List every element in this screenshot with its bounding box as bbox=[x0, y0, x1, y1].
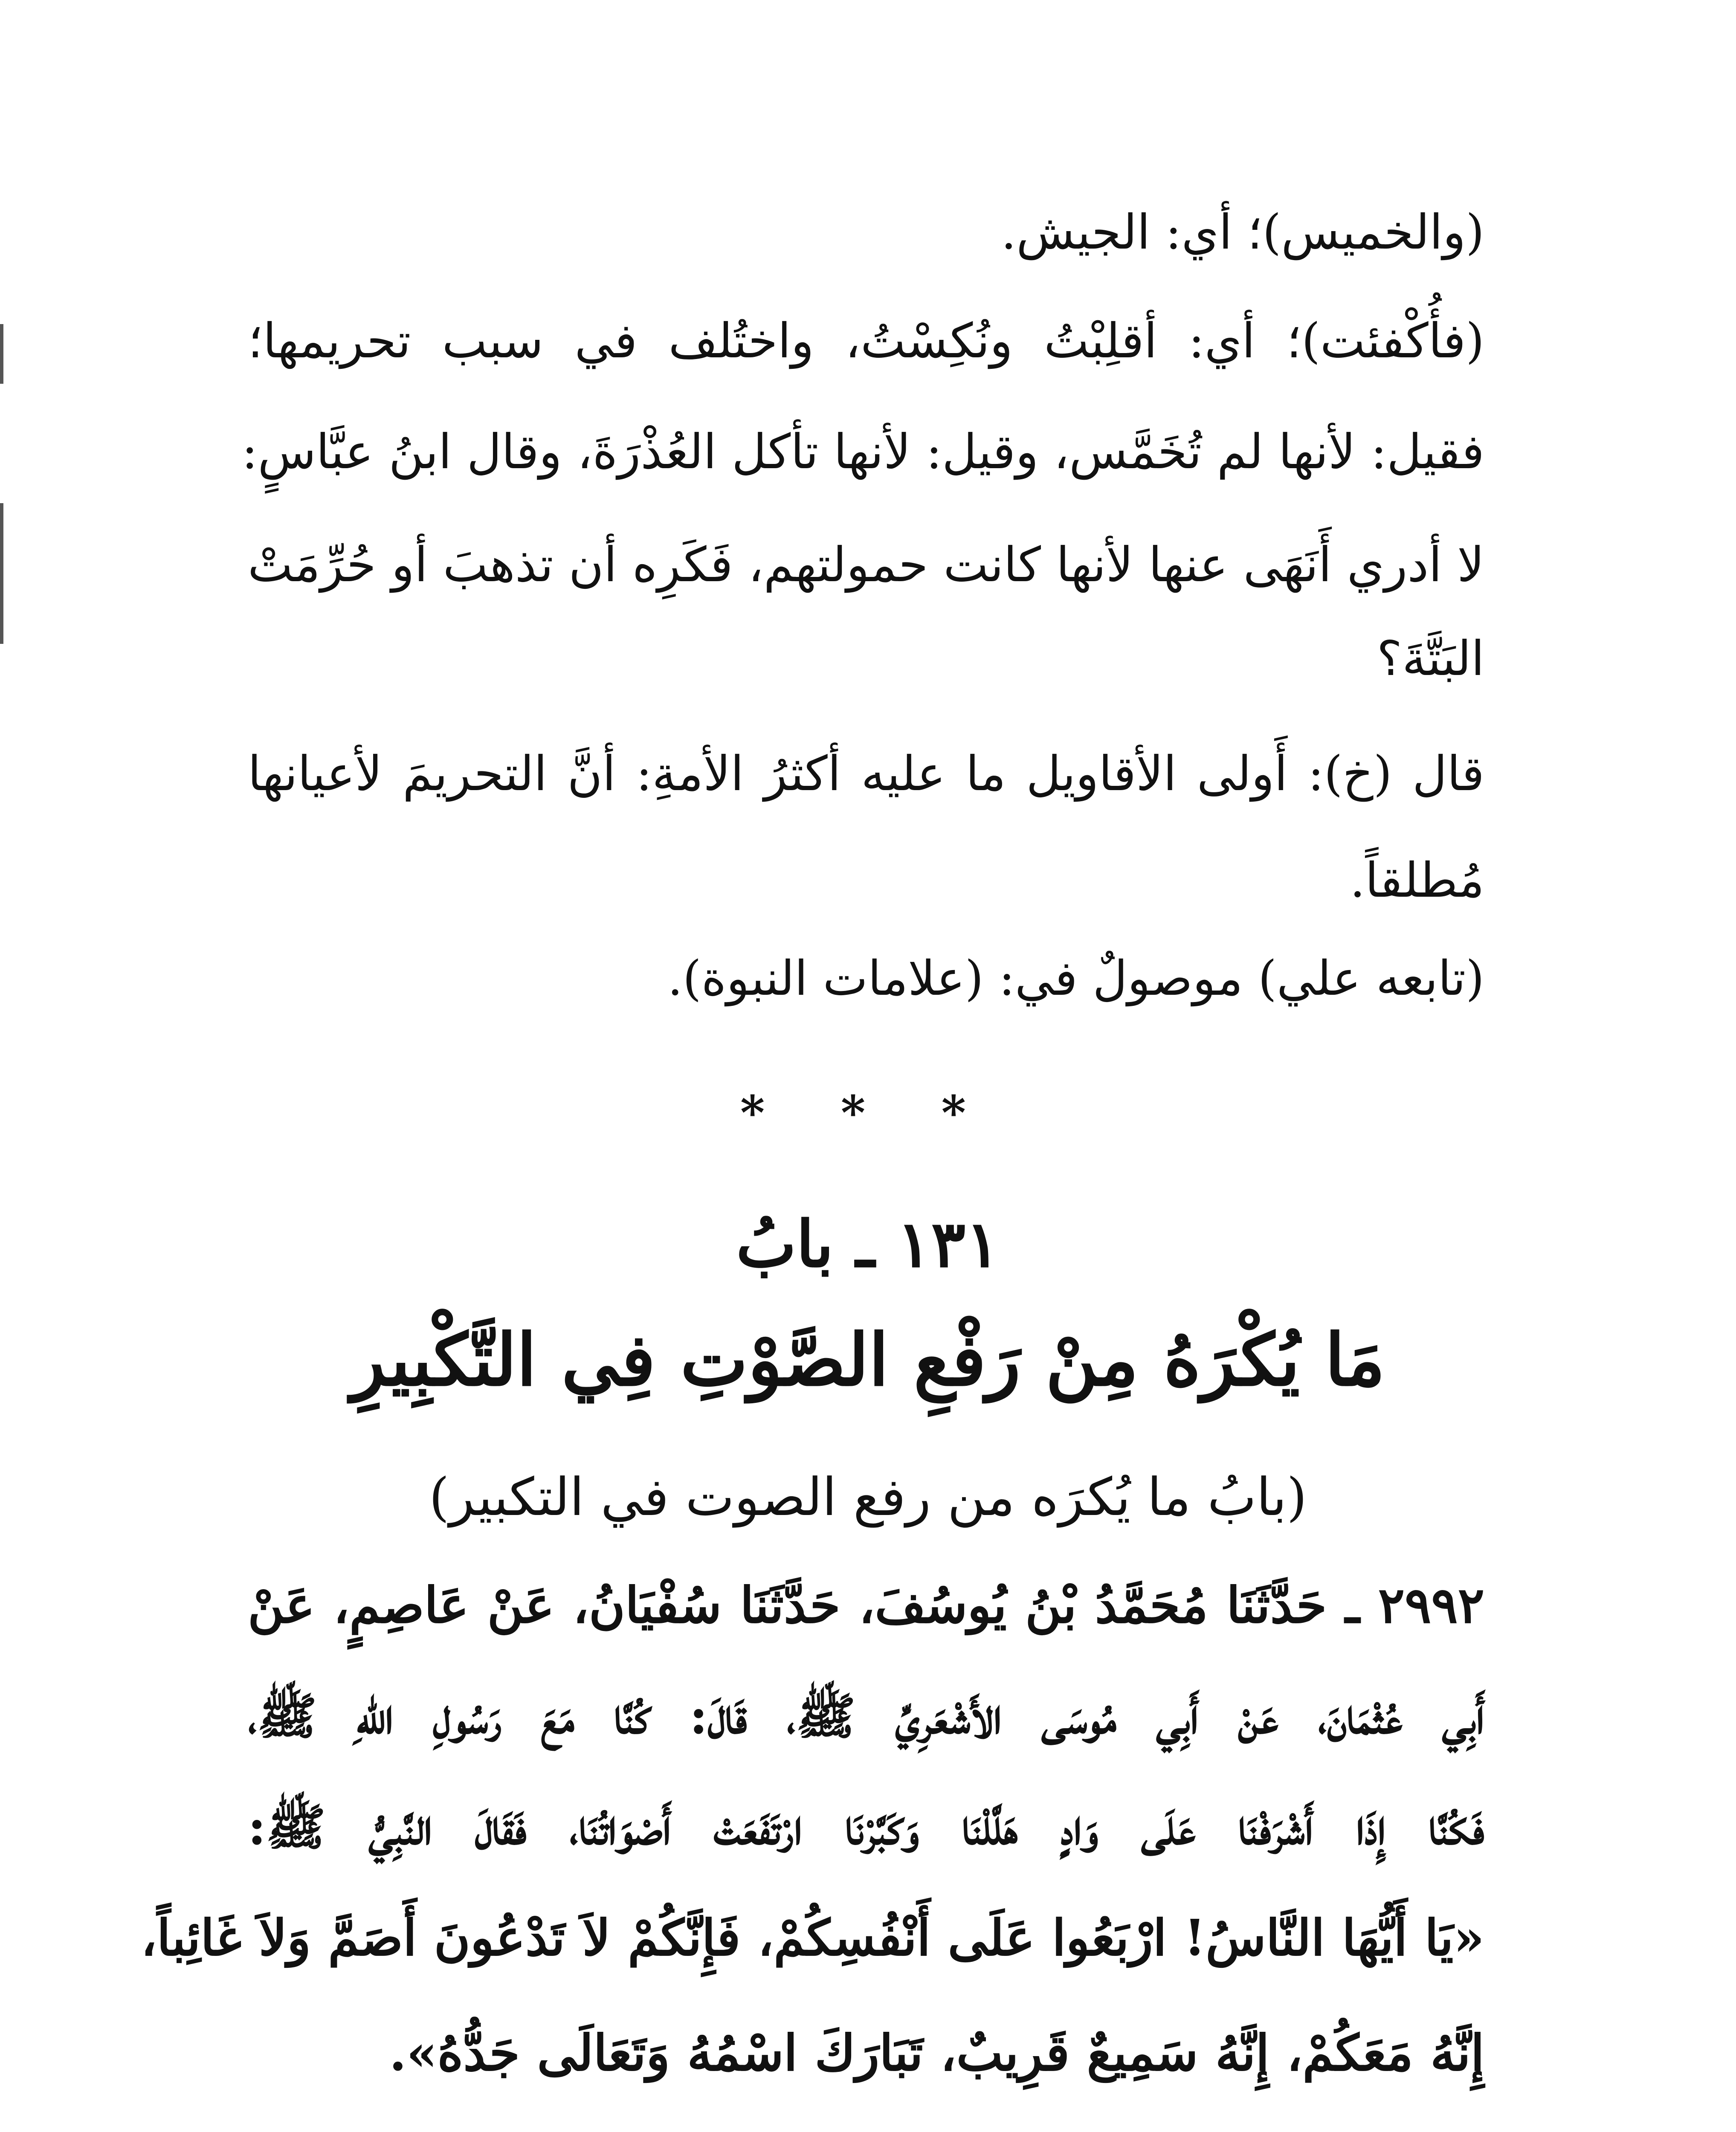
hadith-line: أَبِي عُثْمَانَ، عَنْ أَبِي مُوسَى الأَشْعَرِيِّ ﷺ، قَالَ: كُنَّا مَعَ رَسُولِ اللهِ ﷺ، bbox=[248, 1687, 1484, 1745]
commentary-line: لا أدري أَنَهَى عنها لأنها كانت حمولتهم، فَكَرِه أن تذهبَ أو حُرِّمَتْ bbox=[248, 537, 1484, 593]
commentary-line: (تابعه علي) موصولٌ في: (علامات النبوة). bbox=[667, 951, 1484, 1006]
section-separator: * * * bbox=[740, 1085, 996, 1140]
scan-edge-mark bbox=[0, 324, 3, 384]
hadith-line: «يَا أَيُّهَا النَّاسُ! ارْبَعُوا عَلَى أَنْفُسِكُمْ، فَإِنَّكُمْ لاَ تَدْعُونَ أَصَمَّ وَلاَ غَائِباً، bbox=[141, 1909, 1484, 1967]
hadith-line: ٢٩٩٢ ـ حَدَّثَنَا مُحَمَّدُ بْنُ يُوسُفَ، حَدَّثَنَا سُفْيَانُ، عَنْ عَاصِمٍ، عَنْ bbox=[248, 1576, 1484, 1634]
commentary-line: فقيل: لأنها لم تُخَمَّس، وقيل: لأنها تأكل العُذْرَةَ، وقال ابنُ عبَّاسٍ: bbox=[241, 424, 1484, 480]
commentary-line: مُطلقاً. bbox=[1350, 853, 1484, 908]
hadith-line: فَكُنَّا إِذَا أَشْرَفْنَا عَلَى وَادٍ هَلَّلْنَا وَكَبَّرْنَا ارْتَفَعَتْ أَصْوَاتُنَا، فَقَالَ النَّبِيُّ ﷺ: bbox=[248, 1798, 1484, 1856]
commentary-line: (والخميس)؛ أي: الجيش. bbox=[1001, 205, 1484, 260]
commentary-line: قال (خ): أَولى الأقاويل ما عليه أكثرُ الأمةِ: أنَّ التحريمَ لأعيانها bbox=[248, 746, 1484, 802]
commentary-line: البَتَّةَ؟ bbox=[1377, 631, 1484, 687]
chapter-number: ١٣١ ـ بابُ bbox=[736, 1207, 1000, 1282]
hadith-line: إِنَّهُ مَعَكُمْ، إِنَّهُ سَمِيعٌ قَرِيبٌ، تَبَارَكَ اسْمُهُ وَتَعَالَى جَدُّهُ». bbox=[389, 2024, 1484, 2082]
scan-edge-mark bbox=[0, 503, 3, 644]
chapter-subtitle: (بابُ ما يُكرَه من رفع الصوت في التكبير) bbox=[429, 1467, 1307, 1527]
chapter-title: مَا يُكْرَهُ مِنْ رَفْعِ الصَّوْتِ فِي التَّكْبِيرِ bbox=[351, 1318, 1385, 1402]
commentary-line: (فأُكْفئت)؛ أي: أقلِبْتُ ونُكِسْتُ، واختُلف في سبب تحريمها؛ bbox=[248, 313, 1484, 369]
